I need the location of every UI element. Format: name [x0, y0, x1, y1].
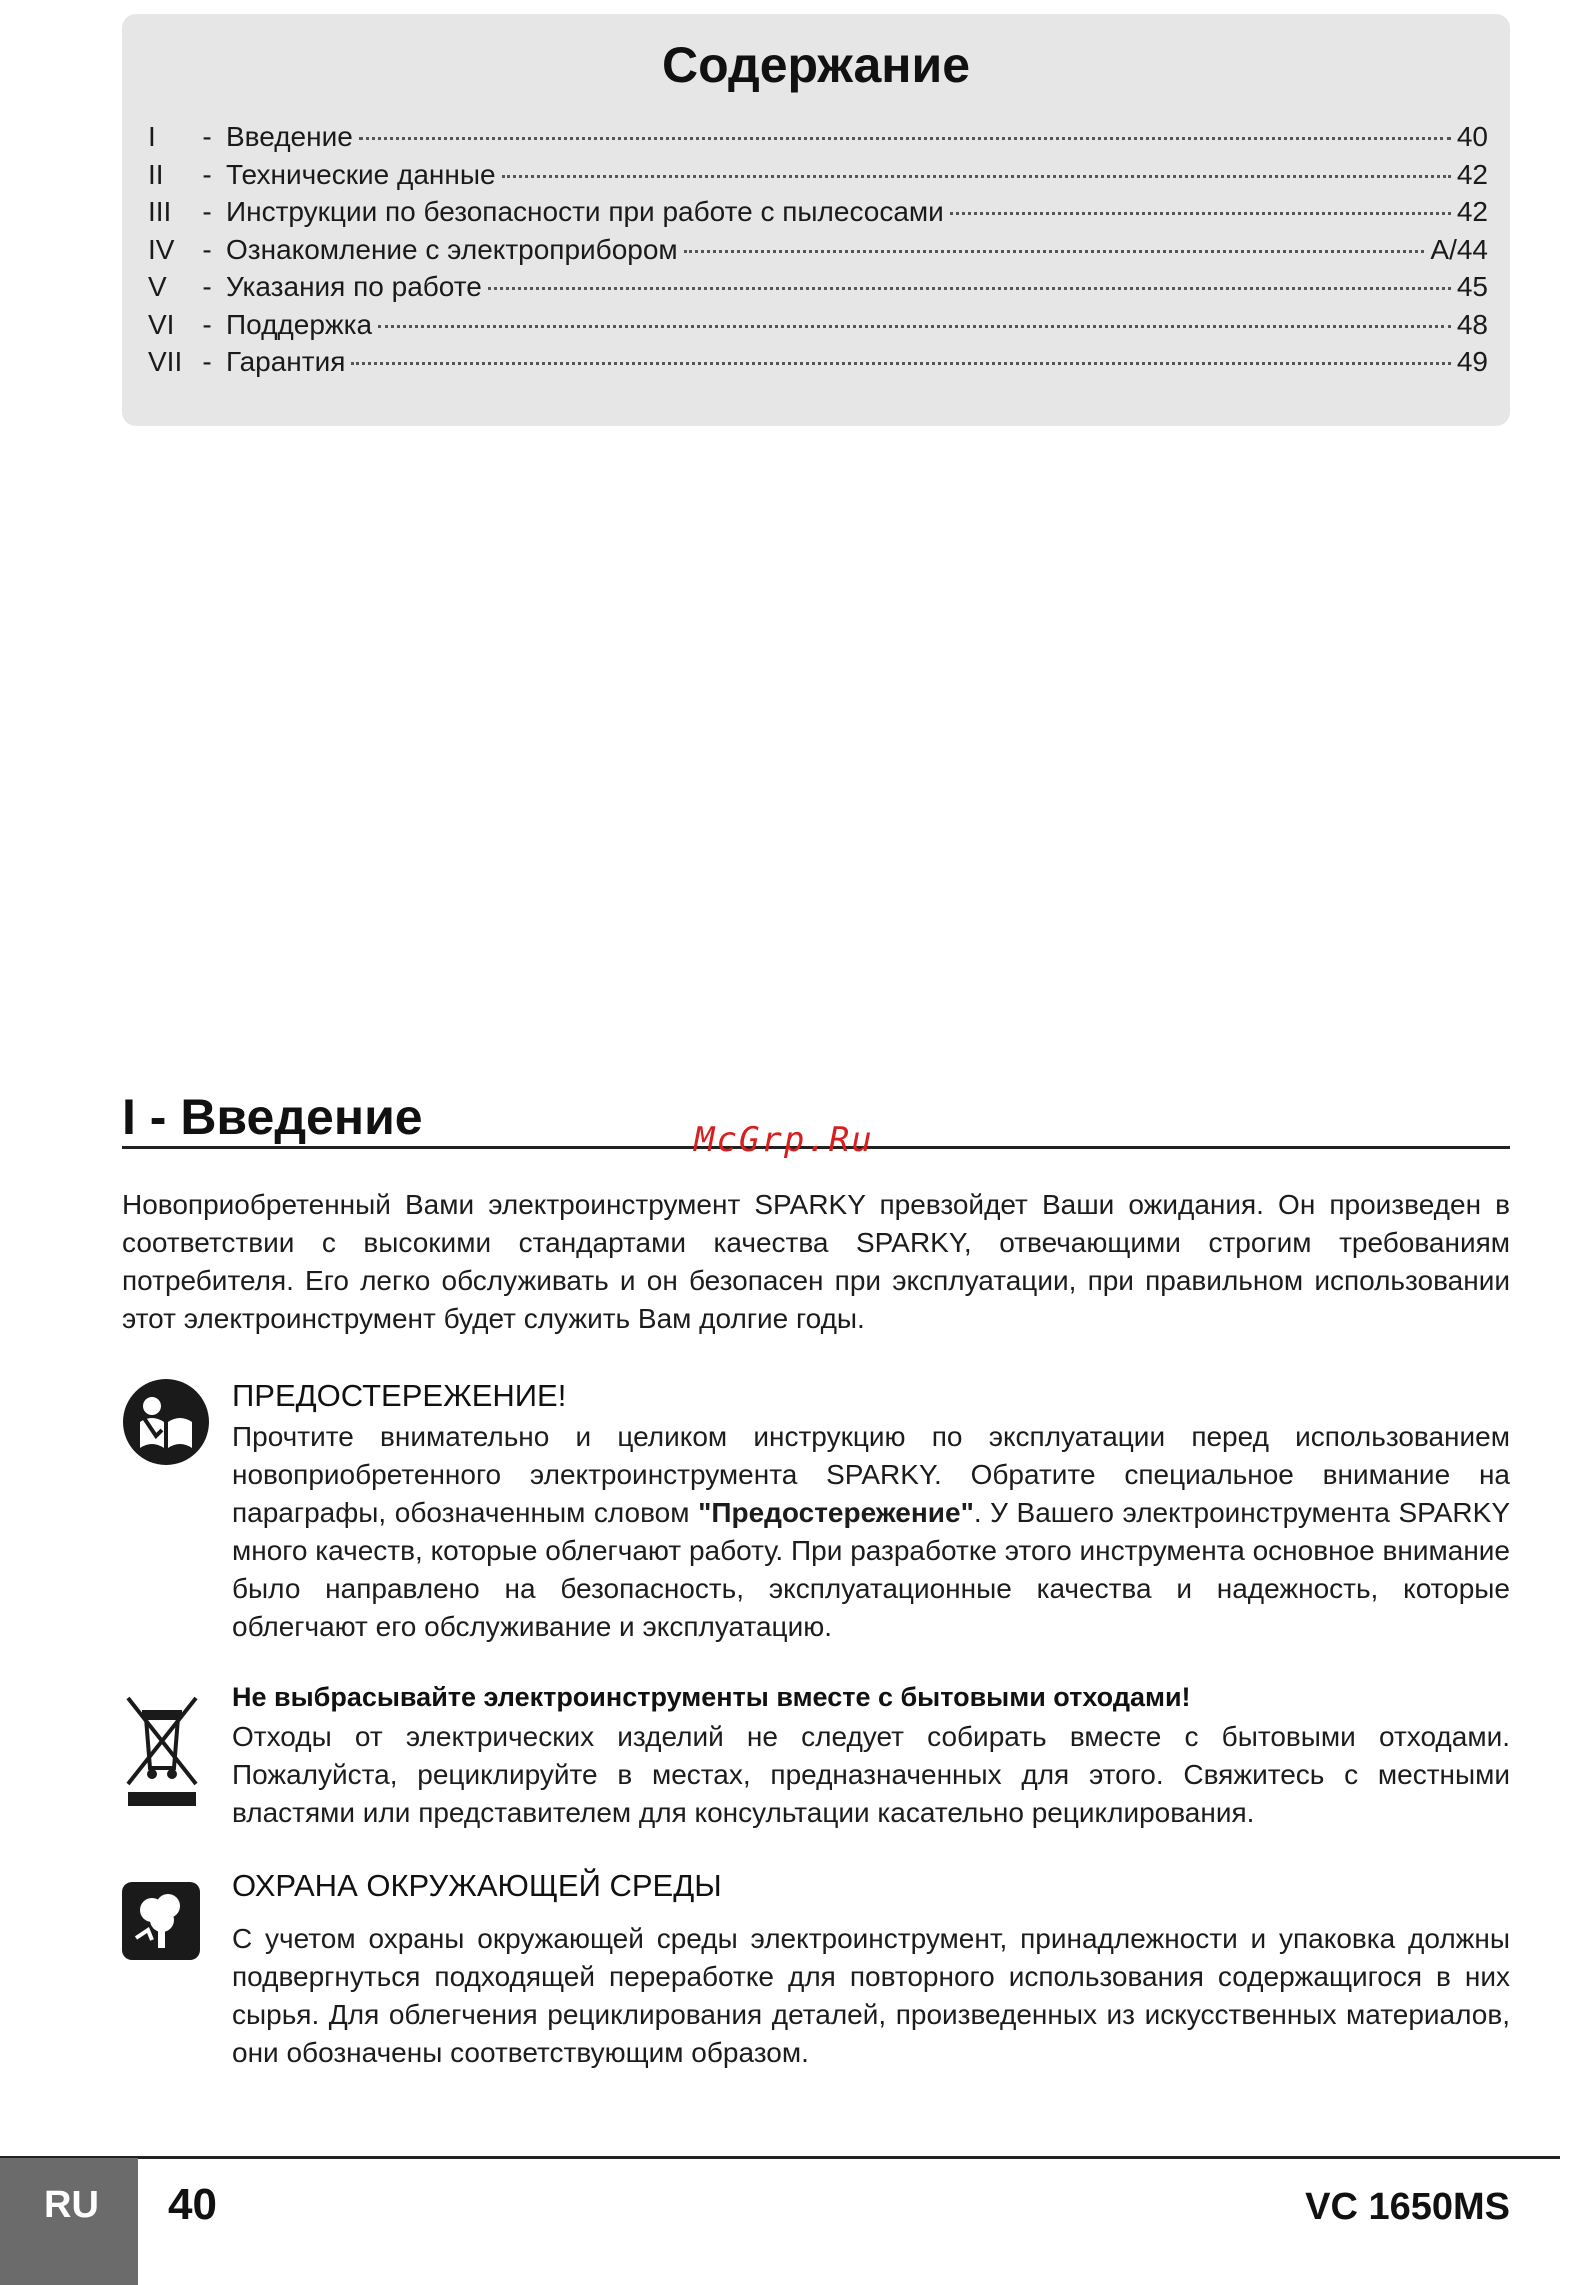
footer-rule — [0, 2156, 1560, 2159]
toc-dash: - — [202, 158, 212, 190]
toc-entry — [226, 231, 1488, 269]
toc-row — [148, 343, 1488, 381]
toc-leader — [950, 212, 1451, 215]
toc-page: 48 — [1456, 308, 1488, 340]
toc-label: Технические данные — [226, 158, 496, 190]
toc-leader — [684, 250, 1425, 253]
toc-page: 40 — [1456, 121, 1488, 152]
toc-dash: - — [202, 121, 212, 152]
toc-number: IV — [148, 233, 175, 265]
toc-dash: - — [202, 196, 212, 227]
disposal-paragraph: Отходы от электрических изделий не следует собирать вместе с бытовыми отходами. Пожалуйста, рециклируйте в местах, предназначенных для этого. Свяжитесь с местными властями или представителем для консультации касательно рециклирования. — [232, 1721, 1510, 1828]
toc-entry — [226, 268, 1488, 306]
toc-title: Содержание — [661, 37, 971, 93]
page-number: 40 — [168, 2180, 217, 2229]
disposal-heading: Не выбрасывайте электроинструменты вместе с бытовыми отходами! — [232, 1682, 1191, 1712]
toc-dash: - — [202, 233, 212, 265]
intro-paragraph: Новоприобретенный Вами электроинструмент SPARKY превзойдет Ваши ожидания. Он произведен в соответствии с высокими стандартами качества SPARKY, отвечающими строгим требованиям потребителя. Его легко обслуживать и он безопасен при эксплуатации, при правильном использовании этот электроинструмент будет служить Вам долгие годы. — [122, 1189, 1510, 1334]
toc-leader — [488, 287, 1451, 290]
toc-page: 42 — [1456, 196, 1488, 227]
toc-list — [148, 118, 1488, 381]
toc-label: Инструкции по безопасности при работе с пылесосами — [226, 196, 944, 227]
toc-dash: - — [202, 308, 212, 340]
toc-dash: - — [202, 271, 212, 302]
warning-paragraph — [232, 1418, 1510, 1646]
toc-row — [148, 268, 1488, 306]
environment-tree-icon — [122, 1882, 200, 1960]
toc-row — [148, 118, 1488, 156]
toc-label: Ознакомление с электроприбором — [226, 233, 678, 265]
environment-heading: ОХРАНА ОКРУЖАЮЩЕЙ СРЕДЫ — [232, 1868, 722, 1903]
warning-heading: ПРЕДОСТЕРЕЖЕНИЕ! — [232, 1378, 567, 1413]
toc-entry — [226, 343, 1488, 381]
toc-row — [148, 306, 1488, 344]
crossed-bin-icon — [122, 1688, 202, 1808]
toc-leader — [378, 325, 1451, 328]
toc-leader — [359, 137, 1451, 140]
toc-dash: - — [202, 346, 212, 377]
toc-number: V — [148, 271, 167, 302]
toc-number: II — [148, 158, 164, 190]
language-label: RU — [44, 2184, 99, 2226]
toc-entry — [226, 193, 1488, 231]
toc-number: I — [148, 121, 156, 152]
watermark: McGrp.Ru — [694, 1120, 874, 1160]
toc-label: Гарантия — [226, 346, 346, 377]
toc-page: 42 — [1456, 158, 1488, 190]
toc-number: VII — [148, 346, 183, 377]
toc-entry — [226, 306, 1488, 344]
warning-text-end: . У Вашего электроинструмента SPARKY много качеств, которые облегчают работу. При разработке этого инструмента основное внимание было направлено на безопасность, эксплуатационные качества и надежность, которые облегчают его обслуживание и эксплуатацию. — [232, 1497, 1510, 1642]
section-title: I - Введение — [122, 1089, 423, 1145]
toc-label: Введение — [226, 121, 353, 152]
toc-leader — [502, 175, 1451, 178]
toc-label: Поддержка — [226, 308, 373, 340]
toc-number: III — [148, 196, 172, 227]
model-name: VC 1650MS — [1305, 2186, 1510, 2228]
toc-page: 45 — [1456, 271, 1488, 302]
toc-page: 49 — [1456, 346, 1488, 377]
toc-page: A/44 — [1430, 233, 1488, 265]
read-manual-icon — [122, 1378, 210, 1466]
toc-number: VI — [148, 308, 175, 340]
environment-paragraph: С учетом охраны окружающей среды электроинструмент, принадлежности и упаковка должны подвергнуться подходящей переработке для повторного использования содержащигося в них сырья. Для облегчения рециклирования деталей, произведенных из искусственных материалов, они обозначены соответствующим образом. — [232, 1923, 1510, 2068]
warning-keyword: "Предостережение" — [698, 1497, 974, 1528]
toc-leader — [351, 362, 1450, 365]
toc-entry — [226, 156, 1488, 194]
toc-row — [148, 193, 1488, 231]
toc-row — [148, 156, 1488, 194]
toc-row — [148, 231, 1488, 269]
warning-text-start: Прочтите внимательно и целиком инструкцию по эксплуатации перед использованием новоприобретенного электроинструмента SPARKY. Обратите специальное внимание на параграфы, обозначенным словом — [232, 1421, 1510, 1528]
toc-entry — [226, 118, 1488, 156]
toc-label: Указания по работе — [226, 271, 482, 302]
